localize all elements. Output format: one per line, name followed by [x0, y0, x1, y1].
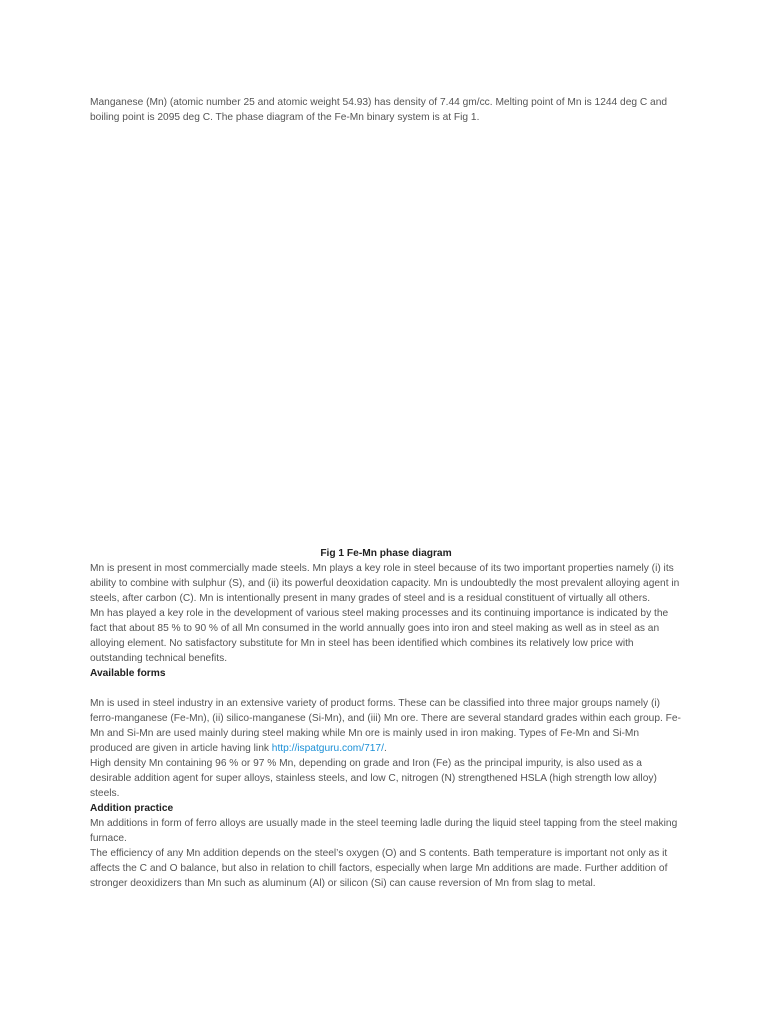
heading-available-forms: Available forms [90, 668, 166, 679]
paragraph-product-forms [90, 696, 682, 756]
paragraph-mn-presence: Mn is present in most commercially made steels. Mn plays a key role in steel because of its two important properties namely (i) its ability to combine with sulphur (S), and (ii) its powerful deoxidation capacity. Mn is undoubtedly the most prevalent alloying agent in steels, after carbon (C). Mn is intentionally present in many grades of steel and is a residual constituent of virtually all others. [90, 563, 680, 604]
document-page [90, 95, 682, 891]
paragraph-mn-role: Mn has played a key role in the development of various steel making processes and its continuing importance is indicated by the fact that about 85 % to 90 % of all Mn consumed in the world annually goes into iron and steel making as well as in steel as an alloying element. No satisfactory substitute for Mn in steel has been identified which combines its relatively low price with outstanding technical benefits. [90, 608, 669, 664]
paragraph-high-density-mn: High density Mn containing 96 % or 97 % Mn, depending on grade and Iron (Fe) as the principal impurity, is also used as a desirable addition agent for super alloys, stainless steels, and low C, nitrogen (N) strengthened HSLA (high strength low alloy) steels. [90, 758, 657, 799]
heading-addition-practice: Addition practice [90, 803, 174, 814]
intro-paragraph: Manganese (Mn) (atomic number 25 and atomic weight 54.93) has density of 7.44 gm/cc. Melting point of Mn is 1244 deg C and boiling point is 2095 deg C. The phase diagram of the Fe-Mn binary system is at Fig 1. [90, 97, 668, 123]
paragraph-addition-efficiency: The efficiency of any Mn addition depends on the steel’s oxygen (O) and S contents. Bath temperature is important not only as it affects the C and O balance, but also in relation to chill factors, especially when large Mn additions are made. Further addition of stronger deoxidizers than Mn such as aluminum (Al) or silicon (Si) can cause reversion of Mn from slag to metal. [90, 848, 668, 889]
ispatguru-link[interactable]: http://ispatguru.com/717/ [271, 743, 384, 754]
blank-line [90, 681, 682, 696]
figure-placeholder [90, 125, 682, 546]
paragraph-ladle-additions: Mn additions in form of ferro alloys are usually made in the steel teeming ladle during the liquid steel tapping from the steel making furnace. [90, 818, 678, 844]
product-forms-text: Mn is used in steel industry in an extensive variety of product forms. These can be classified into three major groups namely (i) ferro-manganese (Fe-Mn), (ii) silico-manganese (Si-Mn), and (iii) Mn ore. There are several standard grades within each group. Fe-Mn and Si-Mn are used mainly during steel making while Mn ore is mainly used in iron making. Types of Fe-Mn and Si-Mn produced are given in article having link [90, 698, 681, 754]
figure-caption: Fig 1 Fe-Mn phase diagram [320, 548, 452, 559]
product-forms-period: . [383, 743, 387, 754]
